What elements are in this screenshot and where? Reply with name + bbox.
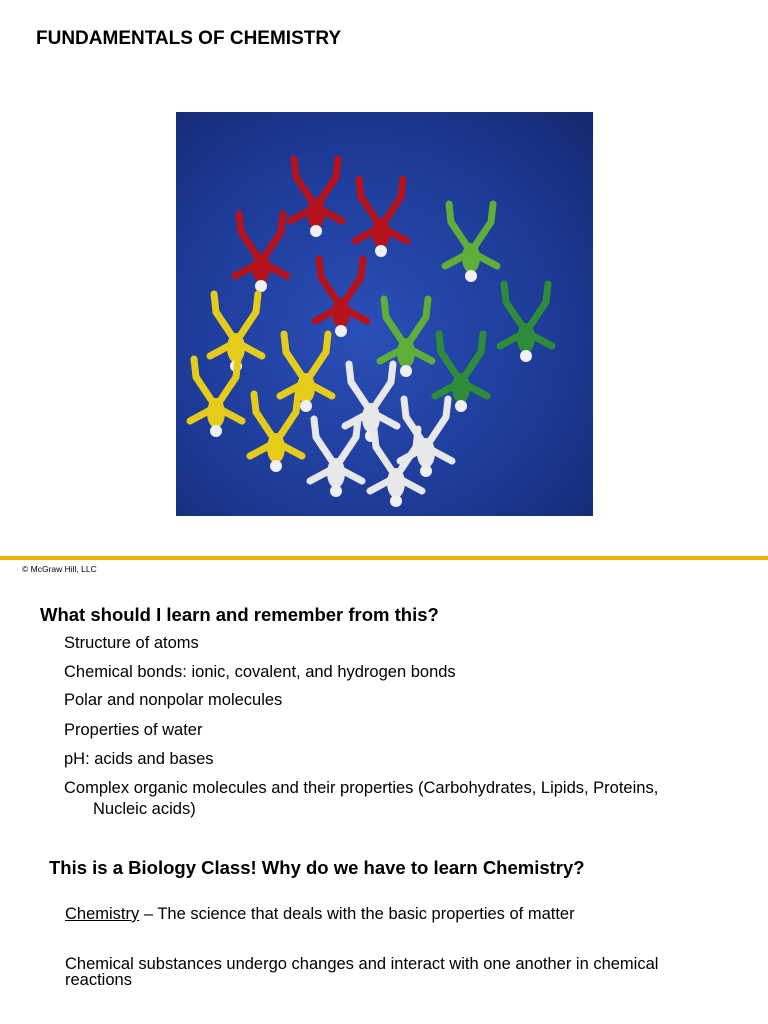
topic-item: Polar and nonpolar molecules	[64, 691, 283, 709]
definition-term: Chemistry	[65, 905, 140, 923]
skydivers-formation-photo	[176, 112, 593, 516]
topic-line: Complex organic molecules and their properties (Carbohydrates, Lipids, Proteins,	[64, 779, 659, 797]
topic-item	[64, 778, 724, 820]
topic-item: Structure of atoms	[64, 634, 199, 652]
reactions-paragraph: Chemical substances undergo changes and interact with one another in chemical reactions	[65, 955, 659, 989]
topic-line-continued: Nucleic acids)	[93, 800, 196, 818]
chemistry-definition	[65, 906, 725, 922]
page-title: FUNDAMENTALS OF CHEMISTRY	[36, 28, 342, 49]
learn-heading: What should I learn and remember from this?	[40, 604, 439, 625]
why-heading: This is a Biology Class! Why do we have to learn Chemistry?	[49, 857, 585, 878]
definition-text: – The science that deals with the basic properties of matter	[139, 905, 575, 923]
copyright-notice: © McGraw Hill, LLC	[22, 564, 97, 574]
divider-line	[0, 556, 768, 560]
topic-item: Properties of water	[64, 721, 203, 739]
topic-item: Chemical bonds: ionic, covalent, and hydrogen bonds	[64, 663, 456, 681]
topic-item: pH: acids and bases	[64, 750, 214, 768]
